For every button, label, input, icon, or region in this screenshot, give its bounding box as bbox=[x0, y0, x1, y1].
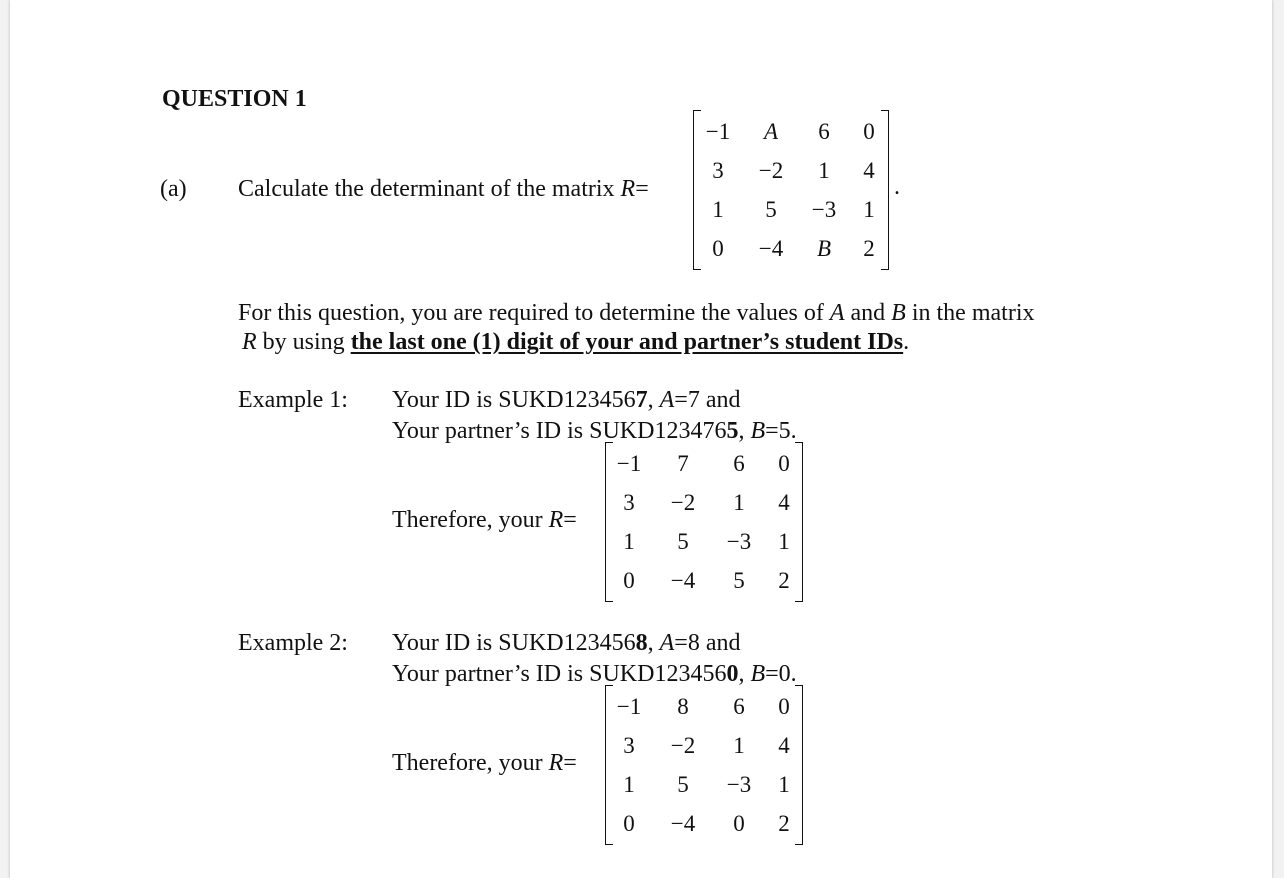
matrix-cell: −4 bbox=[758, 236, 784, 261]
matrix-period: . bbox=[894, 174, 900, 200]
matrix-cell: −2 bbox=[758, 158, 784, 183]
equals-sign: = bbox=[635, 176, 649, 202]
matrix-cell: −1 bbox=[616, 451, 642, 476]
matrix-cell: 3 bbox=[712, 158, 724, 183]
part-label: (a) bbox=[160, 176, 187, 202]
matrix-cell: 8 bbox=[677, 694, 689, 719]
matrix-cell: 1 bbox=[733, 733, 745, 758]
part-text: Calculate the determinant of the matrix bbox=[238, 176, 615, 202]
matrix-cell: 0 bbox=[623, 568, 635, 593]
matrix-cell: 5 bbox=[733, 568, 745, 593]
example-1-id-line: Your ID is SUKD1234567, A=7 and bbox=[392, 387, 741, 413]
matrix-cell: 4 bbox=[863, 158, 875, 183]
matrix-cell: 0 bbox=[712, 236, 724, 261]
matrix-cell: 1 bbox=[778, 529, 790, 554]
matrix-cell: B bbox=[816, 236, 832, 261]
matrix-cell: 2 bbox=[863, 236, 875, 261]
matrix-r bbox=[693, 112, 889, 268]
instruction-line-2: R by using the last one (1) digit of your and partner’s student IDs. bbox=[242, 329, 910, 355]
matrix-cell: 0 bbox=[778, 451, 790, 476]
matrix-cell: 1 bbox=[623, 772, 635, 797]
matrix-cell: −3 bbox=[726, 529, 752, 554]
part-statement bbox=[238, 174, 649, 204]
example-1-matrix bbox=[605, 444, 803, 600]
matrix-cell: 0 bbox=[623, 811, 635, 836]
matrix-cell: 2 bbox=[778, 568, 790, 593]
matrix-cell: 0 bbox=[733, 811, 745, 836]
example-1-partner-line: Your partner’s ID is SUKD1234765, B=5. bbox=[392, 418, 797, 444]
example-2-label: Example 2: bbox=[238, 630, 348, 656]
matrix-cell: 4 bbox=[778, 490, 790, 515]
instruction-emphasis: the last one (1) digit of your and partner’s student IDs bbox=[350, 329, 904, 355]
matrix-cell: −1 bbox=[705, 119, 731, 144]
example-1-therefore: Therefore, your R= bbox=[392, 507, 577, 533]
matrix-cell: 7 bbox=[677, 451, 689, 476]
matrix-cell: 1 bbox=[863, 197, 875, 222]
matrix-cell: 1 bbox=[712, 197, 724, 222]
matrix-cell: −4 bbox=[670, 811, 696, 836]
example-2-partner-line: Your partner’s ID is SUKD1234560, B=0. bbox=[392, 661, 797, 687]
matrix-cell: 5 bbox=[765, 197, 777, 222]
matrix-cell: −1 bbox=[616, 694, 642, 719]
matrix-cell: 5 bbox=[677, 529, 689, 554]
matrix-cell: 3 bbox=[623, 490, 635, 515]
matrix-cell: 0 bbox=[863, 119, 875, 144]
matrix-cell: 6 bbox=[818, 119, 830, 144]
instruction-line-1: For this question, you are required to determine the values of A and B in the matrix bbox=[238, 300, 1035, 326]
matrix-cell: 6 bbox=[733, 451, 745, 476]
matrix-cell: 1 bbox=[778, 772, 790, 797]
matrix-cell: −2 bbox=[670, 733, 696, 758]
matrix-cell: −3 bbox=[726, 772, 752, 797]
matrix-cell: A bbox=[763, 119, 779, 144]
question-heading: QUESTION 1 bbox=[162, 86, 307, 112]
example-1-label: Example 1: bbox=[238, 387, 348, 413]
matrix-cell: 1 bbox=[623, 529, 635, 554]
matrix-cell: 3 bbox=[623, 733, 635, 758]
matrix-cell: 1 bbox=[818, 158, 830, 183]
document-page bbox=[10, 0, 1272, 878]
matrix-cell: 2 bbox=[778, 811, 790, 836]
matrix-cell: 6 bbox=[733, 694, 745, 719]
example-2-id-line: Your ID is SUKD1234568, A=8 and bbox=[392, 630, 741, 656]
matrix-symbol: R bbox=[620, 176, 636, 202]
matrix-cell: −2 bbox=[670, 490, 696, 515]
matrix-cell: 0 bbox=[778, 694, 790, 719]
matrix-cell: −3 bbox=[811, 197, 837, 222]
matrix-cell: 4 bbox=[778, 733, 790, 758]
matrix-cell: 1 bbox=[733, 490, 745, 515]
example-2-matrix bbox=[605, 687, 803, 843]
matrix-cell: 5 bbox=[677, 772, 689, 797]
example-2-therefore: Therefore, your R= bbox=[392, 750, 577, 776]
matrix-cell: −4 bbox=[670, 568, 696, 593]
